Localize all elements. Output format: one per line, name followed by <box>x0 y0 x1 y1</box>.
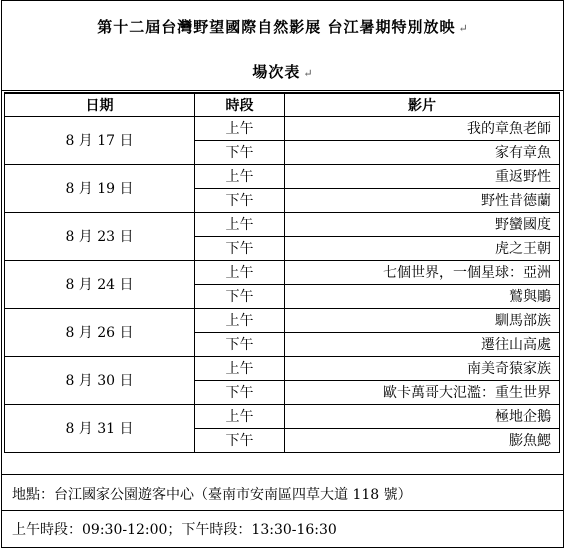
table-row <box>5 404 560 428</box>
period-cell: 上午 <box>195 308 285 332</box>
period-cell: 上午 <box>195 212 285 236</box>
paragraph-mark-icon: ↵ <box>303 67 314 80</box>
film-cell: 極地企鵝 <box>285 404 560 428</box>
date-cell: 8 月 23 日 <box>5 212 195 260</box>
table-row <box>5 212 560 236</box>
table-row <box>5 356 560 380</box>
period-cell: 上午 <box>195 164 285 188</box>
table-row <box>5 164 560 188</box>
period-cell: 下午 <box>195 428 285 452</box>
document-subtitle: 場次表 ↵ <box>252 63 314 81</box>
divider <box>1 90 564 91</box>
film-cell: 鷲與鵰 <box>285 284 560 308</box>
document-title: 第十二屆台灣野望國際自然影展 台江暑期特別放映 ↵ <box>97 18 469 36</box>
divider <box>1 474 564 475</box>
film-cell: 南美奇猿家族 <box>285 356 560 380</box>
film-cell: 野蠻國度 <box>285 212 560 236</box>
period-cell: 上午 <box>195 356 285 380</box>
divider <box>1 510 564 511</box>
table-row <box>5 260 560 284</box>
period-cell: 上午 <box>195 260 285 284</box>
film-cell: 虎之王朝 <box>285 236 560 260</box>
date-cell: 8 月 26 日 <box>5 308 195 356</box>
date-cell: 8 月 24 日 <box>5 260 195 308</box>
table-row <box>5 116 560 140</box>
date-cell: 8 月 30 日 <box>5 356 195 404</box>
film-cell: 我的章魚老師 <box>285 116 560 140</box>
film-cell: 七個世界，一個星球：亞洲 <box>285 260 560 284</box>
period-cell: 下午 <box>195 332 285 356</box>
paragraph-mark-icon: ↵ <box>458 22 469 35</box>
header-period: 時段 <box>195 93 285 116</box>
header-date: 日期 <box>5 93 195 116</box>
film-cell: 家有章魚 <box>285 140 560 164</box>
period-cell: 下午 <box>195 140 285 164</box>
film-cell: 歐卡萬哥大氾濫：重生世界 <box>285 380 560 404</box>
period-cell: 下午 <box>195 380 285 404</box>
film-cell: 遷往山高處 <box>285 332 560 356</box>
table-row <box>5 308 560 332</box>
period-cell: 下午 <box>195 188 285 212</box>
period-cell: 下午 <box>195 284 285 308</box>
table-header-row <box>5 93 560 116</box>
film-cell: 馴馬部族 <box>285 308 560 332</box>
period-cell: 下午 <box>195 236 285 260</box>
period-cell: 上午 <box>195 116 285 140</box>
schedule-body <box>5 116 560 452</box>
date-cell: 8 月 19 日 <box>5 164 195 212</box>
date-cell: 8 月 31 日 <box>5 404 195 452</box>
film-cell: 膨魚鰓 <box>285 428 560 452</box>
session-times-text: 上午時段：09:30-12:00；下午時段：13:30-16:30 <box>12 522 337 538</box>
film-cell: 野性昔德蘭 <box>285 188 560 212</box>
period-cell: 上午 <box>195 404 285 428</box>
date-cell: 8 月 17 日 <box>5 116 195 164</box>
location-text: 地點：台江國家公園遊客中心（臺南市安南區四草大道 118 號） <box>12 487 412 503</box>
header-film: 影片 <box>285 93 560 116</box>
film-cell: 重返野性 <box>285 164 560 188</box>
schedule-table <box>4 92 560 453</box>
